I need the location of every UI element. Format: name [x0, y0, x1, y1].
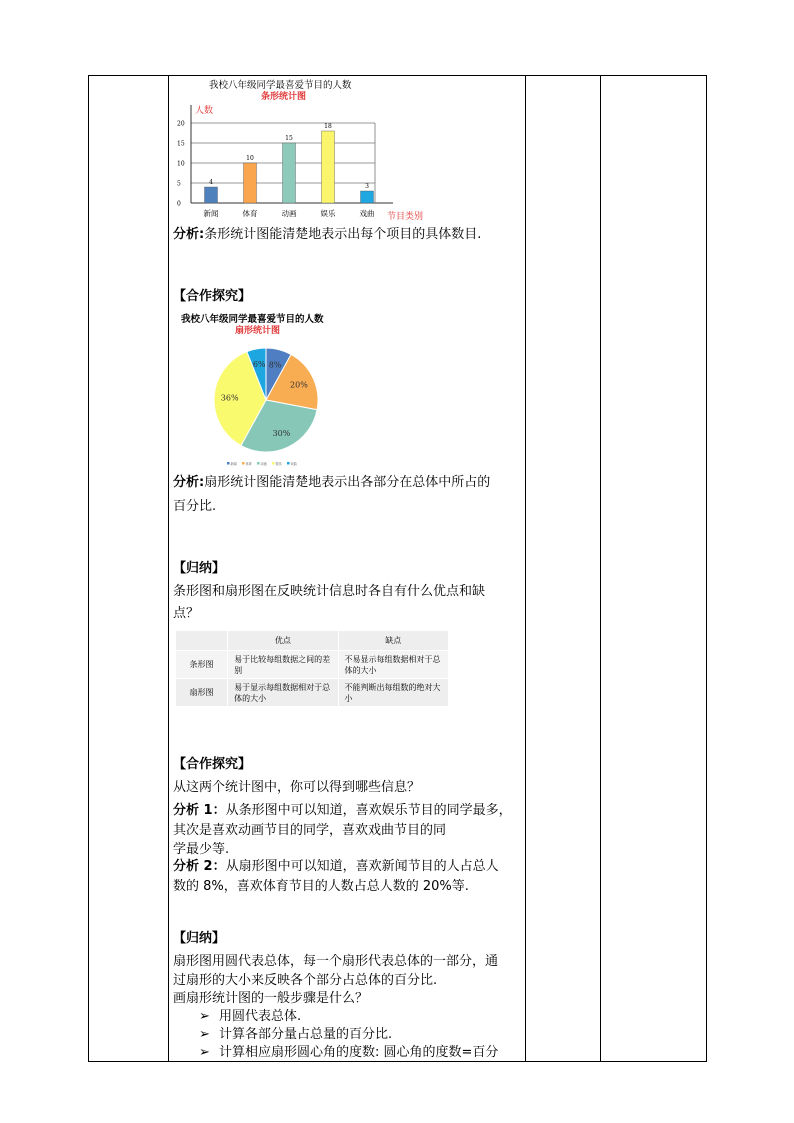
legend-swatch — [287, 462, 290, 465]
table-cell: 条形图 — [176, 651, 228, 679]
step-item — [199, 1043, 498, 1062]
table-cell: 不易显示每组数据相对于总体的大小 — [338, 651, 448, 679]
legend-label: 娱乐 — [275, 462, 282, 466]
bar — [244, 163, 257, 203]
x-tick-label: 动画 — [281, 209, 297, 218]
table-row — [176, 651, 449, 679]
pie-chart-svg — [169, 308, 525, 468]
pie-chart-subtitle: 扇形统计图 — [235, 326, 281, 336]
bar — [361, 191, 374, 203]
table-cell — [176, 631, 228, 651]
analysis-1 — [173, 801, 512, 820]
bar-value-label: 3 — [365, 183, 369, 190]
summary-line: 过扇形的大小来反映各个部分占总体的百分比. — [173, 973, 438, 988]
y-tick-label: 15 — [177, 140, 185, 148]
legend-label: 戏曲 — [290, 462, 297, 466]
bar-value-label: 10 — [246, 155, 254, 162]
bar — [322, 131, 335, 203]
bar-value-label: 15 — [285, 135, 293, 142]
y-tick-label: 5 — [177, 180, 181, 188]
bar-chart-title: 我校八年级同学最喜爱节目的人数 — [209, 80, 352, 91]
column-divider — [525, 75, 526, 1062]
bar-value-label: 4 — [209, 179, 213, 186]
y-tick-label: 10 — [177, 160, 185, 168]
analysis-1-line2: 其次是喜欢动画节目的同学，喜欢戏曲节目的同 — [173, 823, 447, 838]
analysis-label: 分析: — [173, 227, 205, 242]
legend-swatch — [272, 462, 275, 465]
analysis-text: 从条形图中可以知道，喜欢娱乐节目的同学最多， — [225, 803, 512, 818]
comparison-table — [175, 630, 449, 707]
summary-heading: 【归纳】 — [173, 931, 226, 946]
step-text: 计算相应扇形圆心角的度数: 圆心角的度数=百分 — [219, 1045, 499, 1060]
table-row — [176, 679, 449, 707]
analysis-1-line3: 学最少等. — [173, 842, 230, 857]
legend-swatch — [242, 462, 245, 465]
arrow-bullet-icon: ➢ — [199, 1027, 210, 1042]
table-header-row — [176, 631, 449, 651]
legend-swatch — [257, 462, 260, 465]
summary-heading: 【归纳】 — [173, 561, 226, 576]
analysis-2-line2: 数的 8%，喜欢体育节目的人数占总人数的 20%等. — [173, 879, 469, 894]
section-heading: 【合作探究】 — [173, 757, 252, 772]
bar-chart — [169, 75, 525, 225]
pie-slice-label: 30% — [272, 428, 291, 438]
table-cell: 不能判断出每组数的绝对大小 — [338, 679, 448, 707]
analysis-text: 扇形统计图能清楚地表示出各部分在总体中所占的 — [204, 475, 491, 490]
step-item — [199, 1007, 301, 1026]
summary-line: 画扇形统计图的一般步骤是什么？ — [173, 991, 369, 1006]
content-cell — [169, 75, 525, 1062]
pie-chart-title: 我校八年级同学最喜爱节目的人数 — [181, 314, 324, 325]
pie-slice-label: 6% — [252, 360, 266, 370]
bar-chart-xlabel: 节目类别 — [387, 212, 424, 222]
analysis-bar — [173, 225, 481, 244]
bar-chart-subtitle: 条形统计图 — [261, 92, 307, 102]
analysis-text: 从扇形图中可以知道，喜欢新闻节目的人占总人 — [225, 859, 499, 874]
y-tick-label: 20 — [177, 120, 185, 128]
legend-label: 新闻 — [230, 462, 237, 466]
pie-slice-label: 8% — [268, 360, 282, 370]
column-divider — [600, 75, 601, 1062]
analysis-pie — [173, 473, 490, 492]
bar — [283, 143, 296, 203]
arrow-bullet-icon: ➢ — [199, 1009, 210, 1024]
analysis-text: 条形统计图能清楚地表示出每个项目的具体数目. — [204, 227, 482, 242]
section-question: 从这两个统计图中，你可以得到哪些信息？ — [173, 780, 421, 795]
table-cell: 易于显示每组数据相对于总体的大小 — [228, 679, 338, 707]
analysis-label: 分析 1： — [173, 803, 226, 818]
step-text: 计算各部分量占总量的百分比. — [219, 1027, 393, 1042]
x-tick-label: 娱乐 — [320, 209, 336, 218]
summary-question: 条形图和扇形图在反映统计信息时各自有什么优点和缺 — [173, 584, 486, 599]
legend-label: 动画 — [260, 462, 267, 466]
section-heading: 【合作探究】 — [173, 289, 252, 304]
analysis-label: 分析: — [173, 475, 205, 490]
summary-line: 扇形图用圆代表总体，每一个扇形代表总体的一部分，通 — [173, 954, 499, 969]
analysis-text-cont: 百分比. — [173, 499, 217, 514]
step-item — [199, 1025, 392, 1044]
pie-chart — [169, 308, 525, 468]
arrow-bullet-icon: ➢ — [199, 1045, 210, 1060]
table-header: 缺点 — [338, 631, 448, 651]
table-cell: 易于比较每组数据之间的差别 — [228, 651, 338, 679]
table-cell: 扇形图 — [176, 679, 228, 707]
bar-value-label: 18 — [324, 123, 332, 130]
bar — [205, 187, 218, 203]
legend-swatch — [227, 462, 230, 465]
legend-label: 体育 — [245, 462, 252, 466]
bar-chart-ylabel: 人数 — [195, 106, 214, 116]
y-tick-label: 0 — [177, 200, 181, 208]
summary-question-cont: 点？ — [173, 606, 200, 621]
x-tick-label: 体育 — [242, 209, 258, 218]
x-tick-label: 新闻 — [203, 209, 219, 218]
pie-slice-label: 36% — [220, 393, 239, 403]
pie-slice-label: 20% — [290, 380, 308, 390]
step-text: 用圆代表总体. — [219, 1009, 302, 1024]
bar-chart-svg — [169, 75, 525, 225]
x-tick-label: 戏曲 — [359, 209, 375, 218]
table-header: 优点 — [228, 631, 338, 651]
analysis-2 — [173, 857, 499, 876]
analysis-label: 分析 2： — [173, 859, 226, 874]
